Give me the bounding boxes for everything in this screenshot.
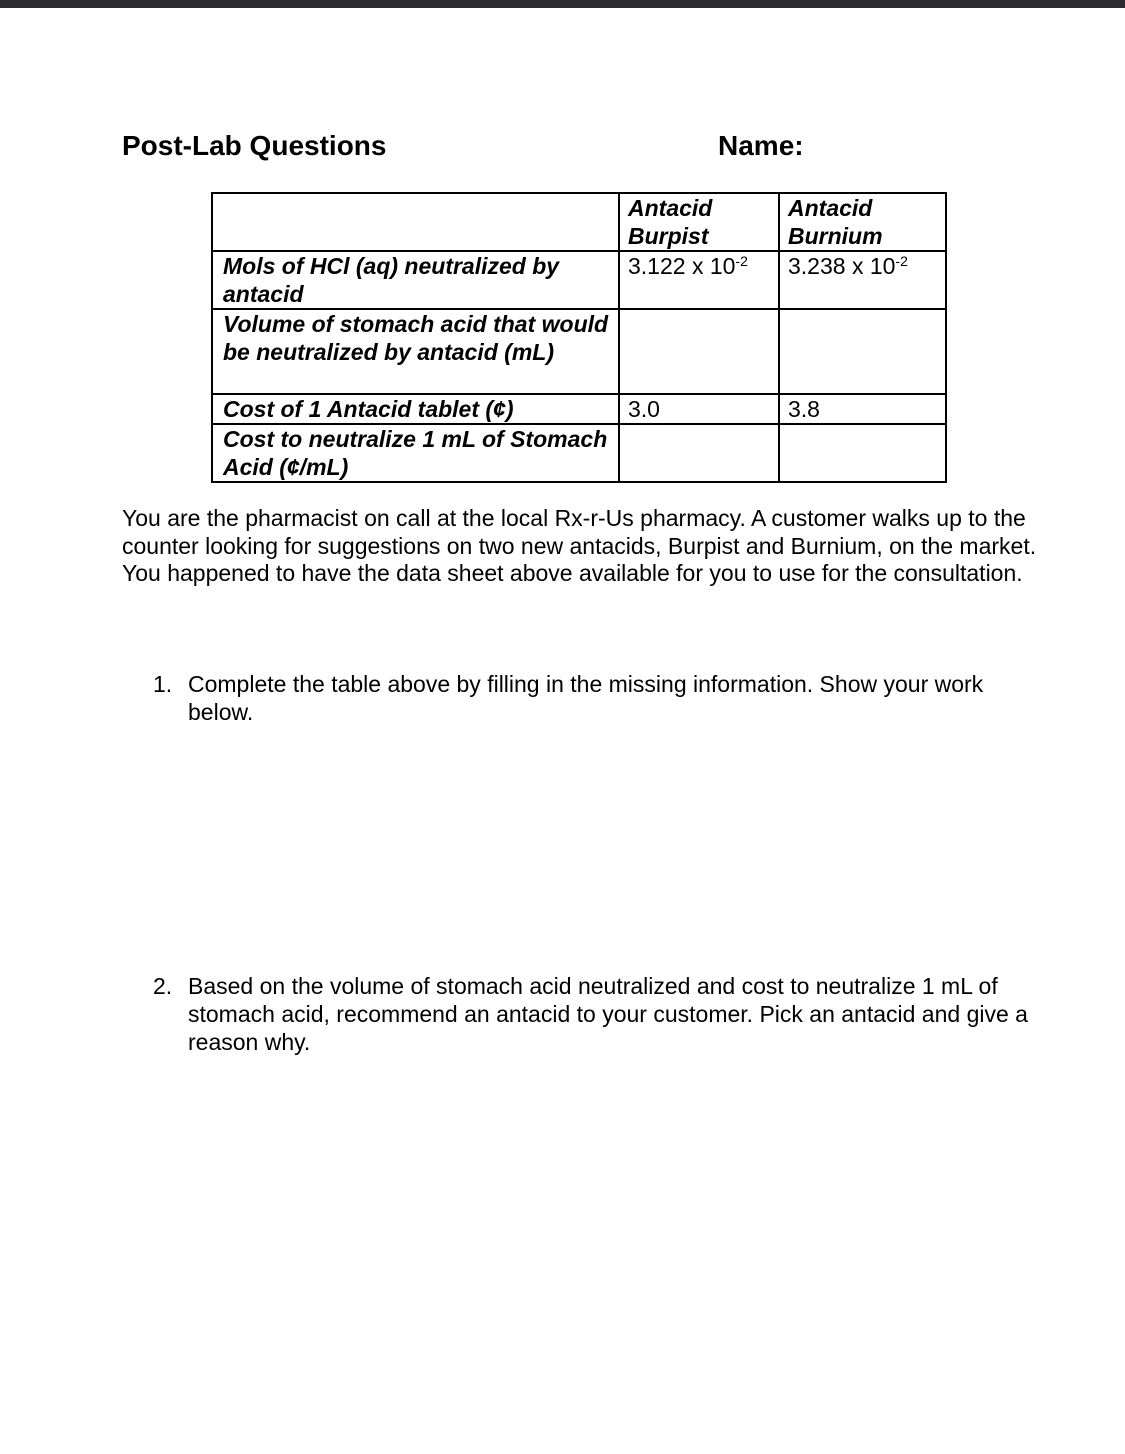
column-header-burnium: Antacid Burnium bbox=[779, 193, 946, 251]
row-label-tablet-cost: Cost of 1 Antacid tablet (¢) bbox=[212, 394, 619, 424]
cell-burnium-mols bbox=[779, 251, 946, 309]
cell-burpist-cost-per-ml bbox=[619, 424, 779, 482]
burpist-mols-mantissa: 3.122 x 10 bbox=[628, 253, 736, 279]
cell-burpist-tablet-cost: 3.0 bbox=[619, 394, 779, 424]
cell-burpist-mols bbox=[619, 251, 779, 309]
row-label-mols-hcl: Mols of HCl (aq) neutralized by antacid bbox=[212, 251, 619, 309]
cell-burnium-cost-per-ml bbox=[779, 424, 946, 482]
cell-burpist-volume bbox=[619, 309, 779, 394]
column-header-burpist: Antacid Burpist bbox=[619, 193, 779, 251]
question-2 bbox=[153, 972, 1033, 1056]
cell-burnium-volume bbox=[779, 309, 946, 394]
burnium-mols-exponent: -2 bbox=[895, 253, 908, 269]
table-row bbox=[212, 424, 946, 482]
question-1 bbox=[153, 670, 1033, 726]
burpist-mols-exponent: -2 bbox=[735, 253, 748, 269]
page-title: Post-Lab Questions bbox=[122, 130, 387, 161]
question-text: Based on the volume of stomach acid neutralized and cost to neutralize 1 mL of stomach acid, recommend an antacid to your customer. Pick an antacid and give a reason why. bbox=[188, 973, 1028, 1055]
row-label-cost-per-ml: Cost to neutralize 1 mL of Stomach Acid (¢/mL) bbox=[212, 424, 619, 482]
table-row bbox=[212, 394, 946, 424]
question-text: Complete the table above by filling in the missing information. Show your work below. bbox=[188, 671, 984, 725]
data-table bbox=[211, 192, 947, 483]
cell-burnium-tablet-cost: 3.8 bbox=[779, 394, 946, 424]
burnium-mols-mantissa: 3.238 x 10 bbox=[788, 253, 896, 279]
table-row bbox=[212, 251, 946, 309]
table-header-row bbox=[212, 193, 946, 251]
question-number: 2. bbox=[153, 973, 173, 999]
row-label-volume: Volume of stomach acid that would be neutralized by antacid (mL) bbox=[212, 309, 619, 394]
table-row bbox=[212, 309, 946, 394]
empty-header-cell bbox=[212, 193, 619, 251]
question-number: 1. bbox=[153, 671, 173, 697]
scenario-paragraph: You are the pharmacist on call at the local Rx-r-Us pharmacy. A customer walks up to the counter looking for suggestions on two new antacids, Burpist and Burnium, on the market. You happened to have the data sheet above available for you to use for the consultation. bbox=[122, 505, 1037, 586]
name-label: Name: bbox=[718, 130, 804, 161]
top-bar bbox=[0, 0, 1125, 8]
